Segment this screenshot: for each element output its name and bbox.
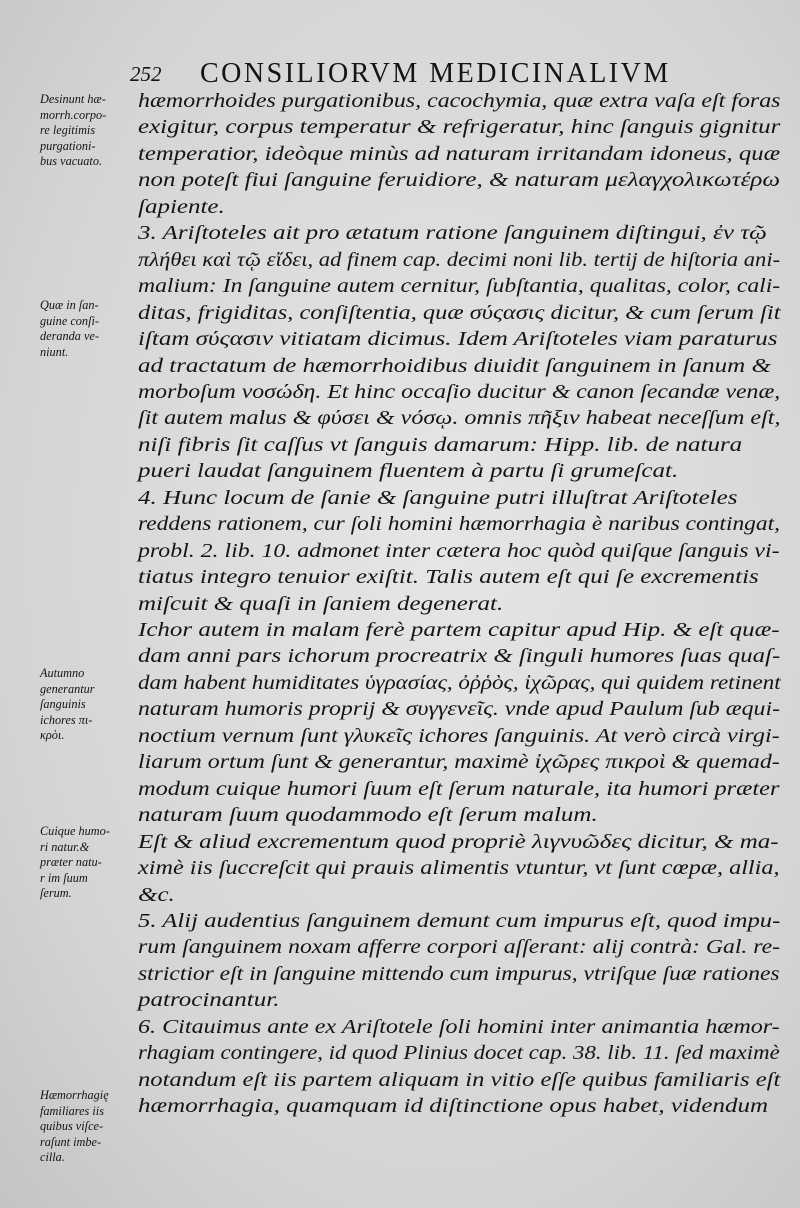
marginal-note-line: guine conſi- bbox=[40, 313, 99, 328]
marginal-note-line: quibus viſce- bbox=[40, 1119, 104, 1133]
text-line: 3. Ariſtoteles ait pro ætatum ratione ſanguinem diſtingui, ἐν τῷ bbox=[138, 222, 767, 245]
text-line: miſcuit & quaſi in ſaniem degenerat. bbox=[138, 592, 504, 615]
text-line: hæmorrhagia, quamquam id diſtinctione opus habet, videndum bbox=[138, 1095, 769, 1118]
marginal-note-4 bbox=[40, 824, 152, 902]
text-line: 6. Citauimus ante ex Ariſtotele ſoli homini inter animantia hæmor- bbox=[138, 1015, 780, 1038]
marginal-note-line: ſerum. bbox=[40, 886, 72, 900]
marginal-note-line: generantur bbox=[40, 681, 95, 696]
text-line: πλήθει καὶ τῷ εἴδει, ad finem cap. decimi noni lib. tertij de hiſtoria ani- bbox=[138, 248, 781, 271]
marginal-note-line: deranda ve- bbox=[40, 329, 99, 343]
text-line: morboſum νοσώδη. Et hinc occaſio ducitur & canon ſecandæ venæ, bbox=[138, 380, 781, 403]
marginal-note-2 bbox=[40, 298, 152, 360]
marginal-note-line: re legitimis bbox=[40, 123, 96, 137]
marginal-note-line: purgationi- bbox=[40, 138, 96, 153]
page-number: 252 bbox=[130, 62, 162, 86]
marginal-note-line: cilla. bbox=[40, 1150, 65, 1164]
text-line: patrocinantur. bbox=[138, 989, 280, 1012]
marginal-note-3 bbox=[40, 666, 152, 744]
marginal-note-line: ſanguinis bbox=[40, 697, 86, 711]
text-line: naturam humoris proprij & συγγενεῖς. vnde apud Paulum ſub æqui- bbox=[138, 698, 781, 721]
text-line: non poteſt fiui ſanguine feruidiore, & naturam μελαγχολικωτέρω bbox=[138, 169, 781, 192]
text-line: Eſt & aliud excrementum quod propriè λιγνυῶδες dicitur, & ma- bbox=[138, 830, 779, 853]
marginal-note-line: ichores πι- bbox=[40, 712, 93, 727]
text-line: tiatus integro tenuior exiſtit. Talis autem eſt qui ſe excrementis bbox=[138, 566, 759, 589]
page-header bbox=[130, 58, 760, 92]
text-line: liarum ortum ſunt & generantur, maximè ἰχῶρες πικροὶ & quemad- bbox=[138, 751, 780, 774]
text-line: naturam ſuum quodammodo eſt ſerum malum. bbox=[138, 804, 598, 827]
text-line: malium: In ſanguine autem cernitur, ſubſtantia, qualitas, color, cali- bbox=[138, 275, 781, 298]
text-line: exigitur, corpus temperatur & refrigeratur, hinc ſanguis gignitur bbox=[138, 116, 781, 139]
marginal-note-line: Cuique humo- bbox=[40, 824, 110, 838]
marginal-note-line: raſunt imbe- bbox=[40, 1134, 102, 1149]
marginal-note-1 bbox=[40, 92, 152, 170]
text-line: temperatior, ideòque minùs ad naturam irritandam idoneus, quæ bbox=[138, 142, 781, 165]
text-line: &c. bbox=[138, 883, 175, 906]
text-line: ad tractatum de hæmorrhoidibus diuidit ſanguinem in ſanum & bbox=[138, 354, 771, 377]
text-line: dam anni pars ichorum procreatrix & ſinguli humores ſuas quaſ- bbox=[138, 645, 781, 668]
text-line: ſit autem malus & φύσει & νόσῳ. omnis πῆξιν habeat neceſſum eſt, bbox=[138, 407, 781, 430]
text-line: 5. Alij audentius ſanguinem demunt cum impurus eſt, quod impu- bbox=[138, 909, 781, 932]
text-line: rum ſanguinem noxam afferre corpori aſſerant: alij contrà: Gal. re- bbox=[138, 936, 781, 959]
text-line: dam habent humiditates ὑγρασίας, ὀῤῥὸς, ἰχῶρας, qui quidem retinent bbox=[138, 671, 781, 694]
marginal-note-line: Autumno bbox=[40, 666, 85, 680]
text-line: Ichor autem in malam ferè partem capitur apud Hip. & eſt quæ- bbox=[138, 619, 780, 641]
marginal-note-line: Quæ in ſan- bbox=[40, 298, 99, 312]
text-line: hæmorrhoides purgationibus, cacochymia, quæ extra vaſa eſt foras bbox=[138, 90, 781, 112]
text-line: notandum eſt iis partem aliquam in vitio eſſe quibus familiaris eſt bbox=[138, 1068, 781, 1091]
text-line: ximè iis ſuccreſcit qui prauis alimentis vtuntur, vt ſunt cœpæ, allia, bbox=[138, 857, 780, 880]
text-line: iſtam σύςασιν vitiatam dicimus. Idem Ariſtoteles viam paraturus bbox=[138, 328, 778, 351]
text-line: noctium vernum ſunt γλυκεῖς ichores ſanguinis. At verò circà virgi- bbox=[138, 724, 780, 747]
text-line: ſapiente. bbox=[138, 195, 225, 218]
marginal-note-line: familiares iis bbox=[40, 1103, 104, 1118]
marginal-note-5 bbox=[40, 1088, 152, 1166]
text-line: modum cuique humori ſuum eſt ſerum naturale, ita humori præter bbox=[138, 777, 780, 800]
marginal-note-line: r im ſuum bbox=[40, 870, 88, 885]
text-line: 4. Hunc locum de ſanie & ſanguine putri illuſtrat Ariſtoteles bbox=[138, 486, 738, 509]
text-line: rhagiam contingere, id quod Plinius docet cap. 38. lib. 11. ſed maximè bbox=[138, 1042, 780, 1065]
running-title: CONSILIORVM MEDICINALIVM bbox=[200, 58, 671, 89]
marginal-note-line: ri natur.& bbox=[40, 839, 90, 854]
text-line: strictior eſt in ſanguine mittendo cum impurus, vtriſque ſuæ rationes bbox=[138, 962, 780, 985]
marginal-note-line: bus vacuato. bbox=[40, 154, 103, 168]
text-line: probl. 2. lib. 10. admonet inter cætera hoc quòd quiſque ſanguis vi- bbox=[138, 539, 780, 562]
text-line: ditas, frigiditas, conſiſtentia, quæ σύςασις dicitur, & cum ſerum ſit bbox=[138, 301, 781, 324]
marginal-note-line: niunt. bbox=[40, 344, 69, 359]
marginal-note-line: Desinunt hæ- bbox=[40, 92, 106, 106]
marginal-note-line: morrh.corpo- bbox=[40, 107, 107, 122]
text-line: pueri laudat ſanguinem fluentem à partu ſi grumeſcat. bbox=[138, 460, 679, 483]
marginal-note-line: κρὸι. bbox=[40, 728, 65, 742]
marginal-note-line: Hæmorrhagię bbox=[40, 1088, 109, 1102]
text-line: reddens rationem, cur ſoli homini hæmorrhagia è naribus contingat, bbox=[138, 513, 780, 536]
text-line: niſi fibris ſit caſſus vt ſanguis damarum: Hipp. lib. de natura bbox=[138, 433, 743, 456]
marginal-note-line: præter natu- bbox=[40, 855, 102, 869]
